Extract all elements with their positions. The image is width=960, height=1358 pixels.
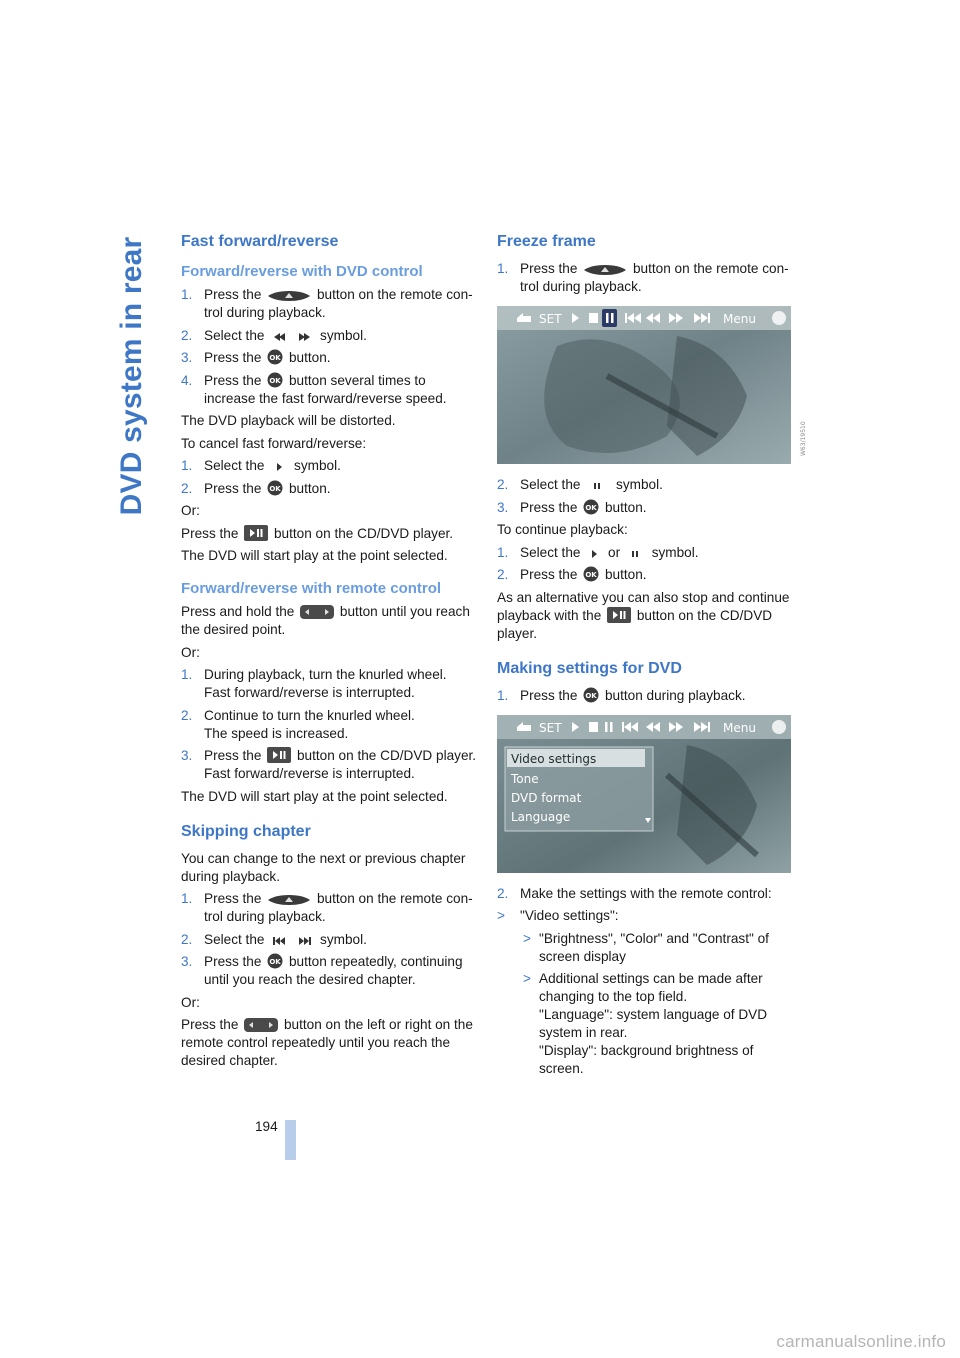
settings-menu-item: Language (511, 809, 571, 824)
paragraph (181, 1016, 479, 1070)
paragraph: To continue playback: (497, 522, 628, 537)
step-item (497, 566, 795, 584)
step-text: Press the (520, 261, 578, 276)
rewind-forward-symbol-icon (270, 331, 314, 343)
step-text: Make the settings with the remote control: (520, 885, 772, 901)
step-number: 1. (497, 261, 509, 276)
step-item (181, 349, 479, 367)
step-number: 1. (181, 458, 193, 473)
paragraph-text: As an alternative you can also stop and continue playback with the (497, 589, 790, 623)
step-text: Press the (520, 499, 578, 515)
paragraph: The DVD will start play at the point selected. (181, 788, 448, 804)
step-text: Press the (204, 287, 262, 302)
bullet-text: "Language": system language of DVD system in rear. (539, 1007, 768, 1040)
paragraph (497, 589, 795, 643)
step-text: button on the remote control during playback. (204, 891, 473, 924)
paragraph: To cancel fast forward/reverse: (181, 435, 367, 451)
ok-button-icon (267, 953, 283, 969)
paragraph-text: button on the CD/DVD player. (497, 607, 773, 641)
step-number: 1. (181, 891, 193, 906)
step-text: The speed is increased. (204, 725, 349, 741)
step-item (181, 931, 479, 949)
step-number: 2. (181, 931, 193, 947)
step-text: button during playback. (604, 687, 746, 703)
screen-menu-label: Menu (723, 720, 756, 735)
step-item (181, 480, 479, 498)
step-text: Select the (204, 458, 265, 473)
step-text: button on the CD/DVD player. (296, 748, 477, 763)
step-text: Press the (520, 567, 578, 582)
paragraph (181, 603, 479, 639)
step-item (181, 747, 479, 783)
bullet-marker: > (497, 908, 505, 923)
step-text: button. (288, 350, 331, 365)
screen-set-label: SET (539, 312, 562, 326)
paragraph-text: Press the (181, 1017, 239, 1032)
play-symbol-icon (586, 548, 602, 560)
step-item (181, 707, 479, 743)
subheading-dvd-control: Forward/reverse with DVD control (181, 263, 423, 280)
pause-symbol-icon (626, 548, 646, 560)
step-text: Fast forward/reverse is interrupted. (204, 766, 415, 781)
rocker-button-icon (300, 605, 334, 619)
step-number: 3. (181, 954, 193, 969)
paragraph: The DVD playback will be distorted. (181, 413, 396, 428)
step-item (497, 260, 795, 296)
step-number: 3. (181, 748, 193, 763)
screen-menu-label: Menu (723, 312, 756, 326)
ok-button-icon (583, 499, 599, 515)
heading-freeze-frame: Freeze frame (497, 233, 596, 250)
remote-menu-button-icon (267, 290, 311, 302)
remote-menu-button-icon (583, 264, 627, 276)
step-text: button. (604, 499, 647, 515)
step-number: 4. (181, 372, 193, 388)
step-text: button on the remote control during playback. (204, 287, 473, 320)
bullet-text: "Brightness", "Color" and "Contrast" of screen display (539, 930, 769, 964)
step-item (497, 499, 795, 517)
step-number: 3. (497, 499, 509, 515)
step-text: symbol. (320, 327, 367, 343)
step-text: button. (604, 567, 647, 582)
step-text: Press the (204, 954, 262, 969)
step-text: Press the (520, 687, 578, 703)
paragraph: The DVD will start play at the point selected. (181, 548, 448, 563)
ok-button-icon (583, 687, 599, 703)
step-text: Press the (204, 891, 262, 906)
step-number: 2. (497, 885, 509, 901)
rocker-button-icon (244, 1018, 278, 1032)
step-item (181, 890, 479, 926)
step-text: Press the (204, 748, 262, 763)
paragraph-text: Press the (181, 525, 239, 541)
settings-menu-item: Tone (511, 771, 539, 786)
step-text: Select the (204, 327, 265, 343)
footer-watermark: carmanualsonline.info (776, 1332, 946, 1351)
step-number: 1. (181, 287, 193, 302)
sub-bullet-item (497, 970, 795, 1078)
step-text: button on the remote control during playback. (520, 261, 789, 294)
step-item (181, 953, 479, 989)
step-text: Continue to turn the knurled wheel. (204, 707, 415, 723)
paragraph-text: button on the CD/DVD player. (273, 525, 454, 541)
ok-button-icon (267, 349, 283, 365)
subheading-remote-control: Forward/reverse with remote control (181, 580, 442, 597)
bullet-text: Additional settings can be made after changing to the top field. (539, 971, 763, 1004)
step-item (497, 885, 795, 903)
step-text: button several times to increase the fast forward/reverse speed. (204, 372, 447, 406)
step-item (497, 687, 795, 705)
step-item (181, 327, 479, 345)
step-number: 3. (181, 350, 193, 365)
step-text: button. (288, 480, 331, 496)
settings-menu-item: Video settings (511, 751, 597, 766)
step-number: 1. (181, 667, 193, 682)
paragraph: Or: (181, 644, 200, 660)
step-number: 1. (497, 687, 509, 703)
screen-figure-code: W63/19510 (800, 421, 807, 456)
page-number: 194 (255, 1119, 278, 1134)
play-pause-button-icon (607, 607, 631, 623)
paragraph-text: button until you reach the desired point. (181, 604, 470, 637)
step-text: Select the (520, 477, 581, 492)
play-pause-button-icon (267, 747, 291, 763)
heading-fast-forward-reverse: Fast forward/reverse (181, 233, 339, 250)
step-item (497, 544, 795, 562)
step-item (181, 286, 479, 322)
step-text: Select the (204, 931, 265, 947)
step-item (181, 666, 479, 702)
bullet-text: "Display": background brightness of screen. (539, 1043, 754, 1076)
paragraph-text: Press and hold the (181, 604, 295, 619)
step-text: Press the (204, 372, 262, 388)
paragraph (181, 525, 479, 543)
left-column (181, 226, 479, 1075)
heading-skipping-chapter: Skipping chapter (181, 822, 311, 840)
play-pause-button-icon (244, 525, 268, 541)
bullet-marker: > (523, 971, 531, 986)
paragraph: Or: (181, 503, 200, 518)
step-item (181, 457, 479, 475)
step-number: 2. (497, 477, 509, 492)
screenshot-freeze-frame (497, 306, 807, 464)
ok-button-icon (583, 566, 599, 582)
step-item (181, 372, 479, 408)
bullet-text: "Video settings": (520, 908, 619, 923)
side-chapter-title-text: DVD system in rear (115, 236, 148, 516)
step-text: symbol. (294, 458, 341, 473)
page-marker-bar (285, 1120, 296, 1160)
step-number: 1. (497, 544, 509, 560)
step-number: 2. (181, 707, 193, 723)
step-number: 2. (181, 480, 193, 496)
paragraph-text: button on the left or right on the remote control repeatedly until you reach the desired chapter. (181, 1017, 473, 1068)
play-symbol-icon (270, 461, 288, 473)
settings-menu-item: DVD format (511, 790, 582, 805)
step-text: Fast forward/reverse is interrupted. (204, 685, 415, 700)
heading-making-settings: Making settings for DVD (497, 659, 682, 677)
step-text: Press the (204, 480, 262, 496)
step-text: or (608, 544, 621, 560)
step-text: symbol. (616, 477, 663, 492)
step-number: 2. (497, 567, 509, 582)
side-chapter-title (112, 236, 152, 516)
right-column (497, 226, 807, 1083)
step-item (497, 476, 795, 494)
bullet-marker: > (523, 930, 531, 946)
step-text: button repeatedly, continuing until you reach the desired chapter. (204, 954, 463, 987)
sub-bullet-item (497, 930, 795, 966)
bullet-item (497, 907, 795, 925)
paragraph: Or: (181, 994, 200, 1010)
ok-button-icon (267, 480, 283, 496)
step-text: Select the (520, 544, 581, 560)
step-text: Press the (204, 350, 262, 365)
step-text: symbol. (651, 544, 699, 560)
screen-set-label: SET (539, 720, 562, 735)
step-text: symbol. (320, 931, 367, 947)
pause-symbol-icon (586, 480, 610, 492)
step-number: 2. (181, 327, 193, 343)
skip-chapter-symbol-icon (270, 935, 314, 947)
remote-menu-button-icon (267, 894, 311, 906)
screenshot-dvd-settings (497, 715, 791, 873)
ok-button-icon (267, 372, 283, 388)
step-text: During playback, turn the knurled wheel. (204, 667, 447, 682)
paragraph: You can change to the next or previous chapter during playback. (181, 850, 466, 884)
